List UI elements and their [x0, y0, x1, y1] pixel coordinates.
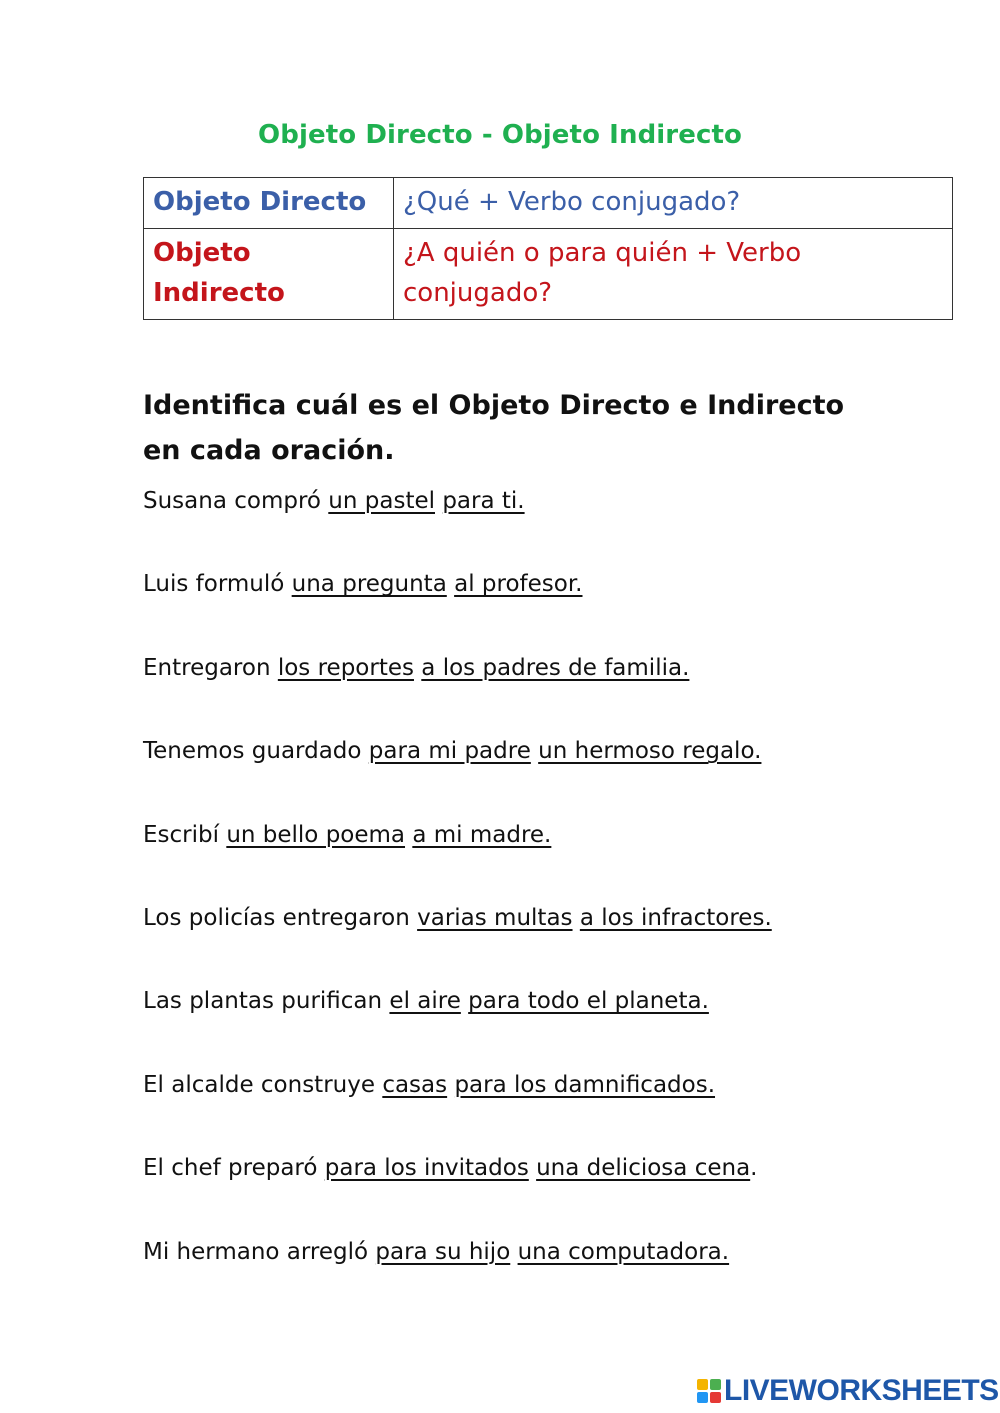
- sentence-6: [143, 901, 963, 984]
- sentence-tail: .: [750, 1155, 758, 1182]
- sentence-lead: Mi hermano arregló: [143, 1238, 376, 1265]
- sentence-lead: Las plantas purifican: [143, 988, 390, 1015]
- sentence-lead: Tenemos guardado: [143, 738, 369, 765]
- sentence-lead: El chef preparó: [143, 1155, 325, 1182]
- sentence-7: [143, 984, 963, 1067]
- underlined-phrase-2[interactable]: para los damnificados.: [454, 1071, 716, 1098]
- logo-square-blue: [697, 1392, 708, 1403]
- underlined-phrase-2[interactable]: a mi madre.: [412, 821, 552, 848]
- underlined-phrase-1[interactable]: el aire: [389, 988, 461, 1015]
- sentence-1: [143, 484, 963, 567]
- definition-row-indirect: [144, 229, 953, 320]
- logo-square-yellow: [697, 1379, 708, 1390]
- sentence-3: [143, 651, 963, 734]
- logo-square-green: [710, 1379, 721, 1390]
- underlined-phrase-1[interactable]: un bello poema: [226, 821, 406, 848]
- definitions-table: [143, 177, 953, 320]
- underlined-phrase-2[interactable]: al profesor.: [454, 571, 583, 598]
- sentence-lead: El alcalde construye: [143, 1071, 383, 1098]
- underlined-phrase-2[interactable]: para ti.: [442, 488, 525, 514]
- term-objeto-indirecto: Objeto Indirecto: [144, 229, 394, 320]
- underlined-phrase-1[interactable]: para su hijo: [375, 1238, 511, 1265]
- sentence-lead: Luis formuló: [143, 571, 292, 598]
- underlined-phrase-2[interactable]: a los infractores.: [579, 904, 772, 931]
- sentence-lead: Susana compró: [143, 488, 329, 514]
- sentence-lead: Entregaron: [143, 654, 278, 681]
- sentence-10: [143, 1235, 963, 1318]
- sentence-5: [143, 818, 963, 901]
- sentence-2: [143, 567, 963, 650]
- question-objeto-directo: ¿Qué + Verbo conjugado?: [394, 178, 953, 229]
- underlined-phrase-1[interactable]: casas: [382, 1071, 448, 1098]
- definition-row-direct: [144, 178, 953, 229]
- underlined-phrase-2[interactable]: una deliciosa cena: [536, 1155, 751, 1182]
- underlined-phrase-1[interactable]: para los invitados: [324, 1155, 529, 1182]
- question-objeto-indirecto: ¿A quién o para quién + Verbo conjugado?: [394, 229, 953, 320]
- underlined-phrase-2[interactable]: para todo el planeta.: [468, 988, 709, 1015]
- underlined-phrase-1[interactable]: para mi padre: [368, 738, 531, 765]
- sentence-list: [143, 484, 963, 1318]
- underlined-phrase-1[interactable]: los reportes: [277, 654, 414, 681]
- page-title: Objeto Directo - Objeto Indirecto: [258, 120, 742, 150]
- underlined-phrase-1[interactable]: varias multas: [417, 904, 573, 931]
- logo-square-red: [710, 1392, 721, 1403]
- sentence-8: [143, 1068, 963, 1151]
- liveworksheets-logo-icon: [697, 1379, 721, 1403]
- sentence-9: [143, 1151, 963, 1234]
- underlined-phrase-2[interactable]: una computadora.: [517, 1238, 730, 1265]
- liveworksheets-brand: [697, 1374, 999, 1408]
- sentence-4: [143, 734, 963, 817]
- term-objeto-directo: Objeto Directo: [144, 178, 394, 229]
- underlined-phrase-1[interactable]: una pregunta: [291, 571, 447, 598]
- underlined-phrase-1[interactable]: un pastel: [328, 488, 435, 514]
- underlined-phrase-2[interactable]: a los padres de familia.: [421, 654, 690, 681]
- instruction-heading: Identifica cuál es el Objeto Directo e Indirecto en cada oración.: [143, 390, 845, 466]
- brand-wordmark: LIVEWORKSHEETS: [724, 1374, 999, 1407]
- underlined-phrase-2[interactable]: un hermoso regalo.: [538, 738, 762, 765]
- sentence-lead: Escribí: [143, 821, 227, 848]
- sentence-lead: Los policías entregaron: [143, 904, 418, 931]
